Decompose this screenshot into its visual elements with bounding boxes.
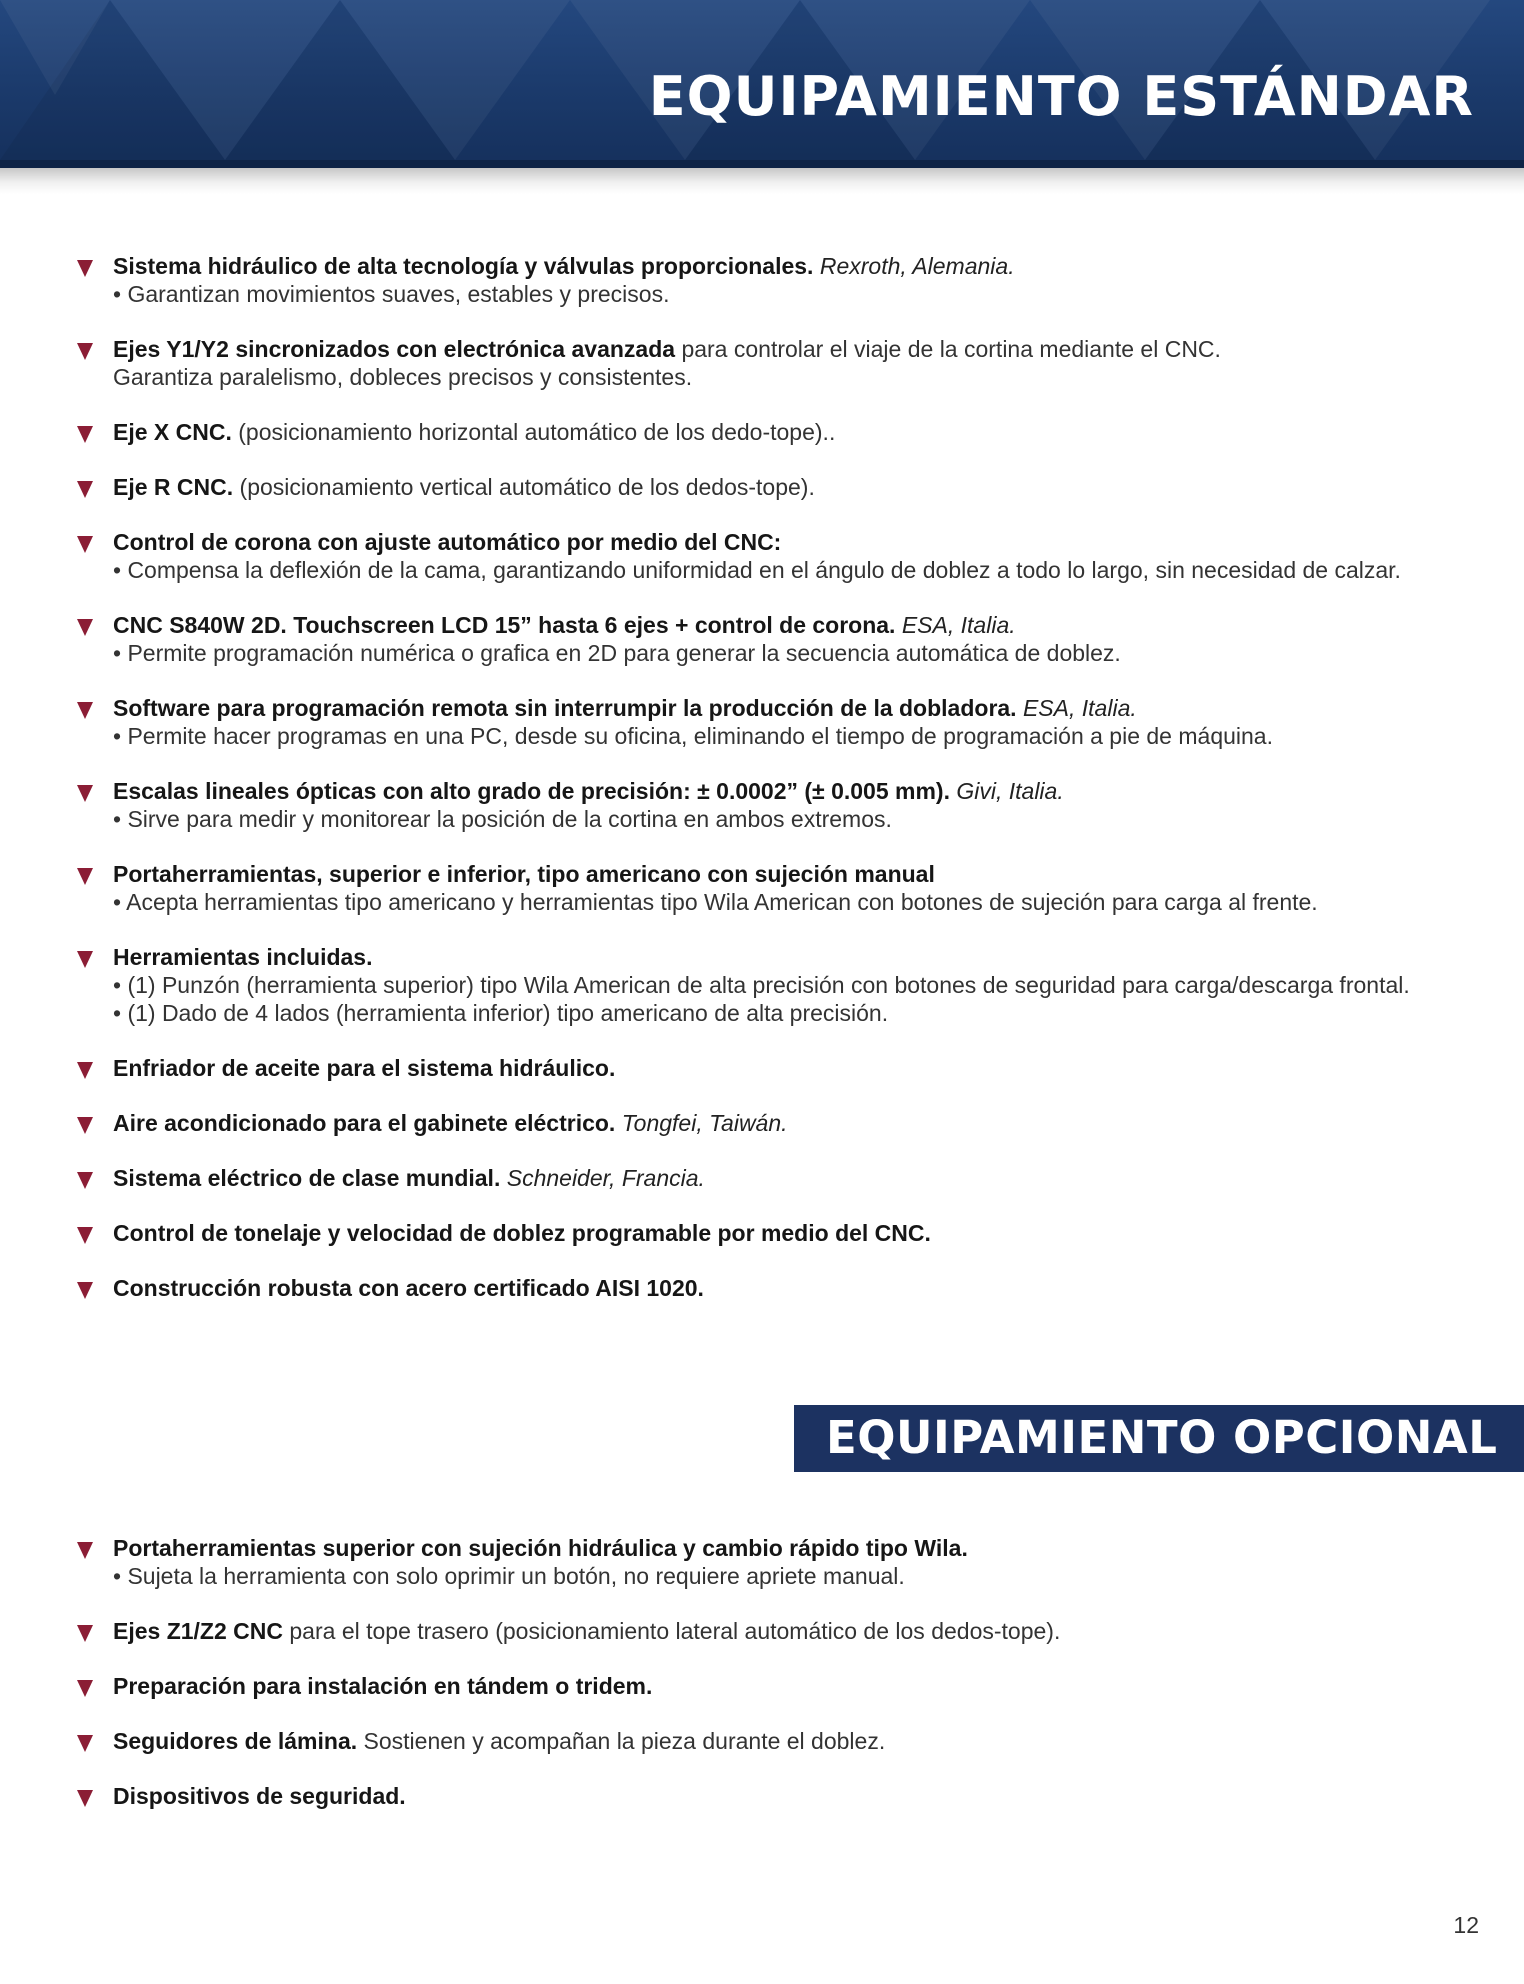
item-normal-text: para controlar el viaje de la cortina mediante el CNC. bbox=[681, 336, 1221, 362]
down-triangle-icon bbox=[77, 785, 93, 802]
item-italic-text: Rexroth, Alemania. bbox=[819, 253, 1015, 279]
item-bold-text: Eje X CNC. bbox=[113, 419, 232, 445]
item-bold-text: Control de tonelaje y velocidad de doblez programable por medio del CNC. bbox=[113, 1220, 931, 1246]
item-headline bbox=[113, 1109, 1474, 1137]
list-item bbox=[74, 1617, 1474, 1645]
list-item bbox=[74, 1109, 1474, 1137]
item-bold-text: Dispositivos de seguridad. bbox=[113, 1783, 406, 1809]
item-headline bbox=[113, 1054, 1474, 1082]
item-bold-text: Software para programación remota sin interrumpir la producción de la dobladora. bbox=[113, 695, 1017, 721]
down-triangle-icon bbox=[77, 536, 93, 553]
item-detail-text: • (1) Dado de 4 lados (herramienta inferior) tipo americano de alta precisión. bbox=[113, 1000, 889, 1026]
list-item bbox=[74, 1274, 1474, 1302]
down-triangle-icon bbox=[77, 426, 93, 443]
item-headline bbox=[113, 528, 1474, 556]
list-item bbox=[74, 418, 1474, 446]
item-bold-text: Enfriador de aceite para el sistema hidráulico. bbox=[113, 1055, 616, 1081]
item-italic-text: Tongfei, Taiwán. bbox=[621, 1110, 788, 1136]
list-item bbox=[74, 473, 1474, 501]
item-bold-text: CNC S840W 2D. Touchscreen LCD 15” hasta 6 ejes + control de corona. bbox=[113, 612, 896, 638]
item-bold-text: Control de corona con ajuste automático por medio del CNC: bbox=[113, 529, 782, 555]
down-triangle-icon bbox=[77, 1680, 93, 1697]
item-detail-text: • Permite hacer programas en una PC, desde su oficina, eliminando el tiempo de programación a pie de máquina. bbox=[113, 723, 1273, 749]
item-bold-text: Preparación para instalación en tándem o tridem. bbox=[113, 1673, 653, 1699]
item-bold-text: Seguidores de lámina. bbox=[113, 1728, 358, 1754]
item-bold-text: Aire acondicionado para el gabinete eléctrico. bbox=[113, 1110, 616, 1136]
down-triangle-icon bbox=[77, 1735, 93, 1752]
list-item bbox=[74, 694, 1474, 750]
item-bold-text: Eje R CNC. bbox=[113, 474, 234, 500]
item-normal-text: (posicionamiento vertical automático de los dedos-tope). bbox=[239, 474, 815, 500]
list-item bbox=[74, 1534, 1474, 1590]
list-item bbox=[74, 528, 1474, 584]
item-headline bbox=[113, 335, 1474, 363]
item-detail-text: • (1) Punzón (herramienta superior) tipo Wila American de alta precisión con botones de seguridad para carga/descarga frontal. bbox=[113, 972, 1410, 998]
item-headline bbox=[113, 611, 1474, 639]
down-triangle-icon bbox=[77, 951, 93, 968]
down-triangle-icon bbox=[77, 702, 93, 719]
list-item bbox=[74, 252, 1474, 308]
optional-section-title: EQUIPAMIENTO OPCIONAL bbox=[826, 1411, 1498, 1464]
item-detail-text: • Sujeta la herramienta con solo oprimir un botón, no requiere apriete manual. bbox=[113, 1563, 905, 1589]
down-triangle-icon bbox=[77, 1625, 93, 1642]
down-triangle-icon bbox=[77, 1282, 93, 1299]
item-bold-text: Portaherramientas superior con sujeción hidráulica y cambio rápido tipo Wila. bbox=[113, 1535, 968, 1561]
list-item bbox=[74, 860, 1474, 916]
item-bold-text: Ejes Z1/Z2 CNC bbox=[113, 1618, 283, 1644]
item-detail-text: Garantiza paralelismo, dobleces precisos y consistentes. bbox=[113, 364, 693, 390]
item-headline bbox=[113, 860, 1474, 888]
item-detail-text: • Sirve para medir y monitorear la posición de la cortina en ambos extremos. bbox=[113, 806, 892, 832]
header-banner bbox=[0, 0, 1524, 166]
down-triangle-icon bbox=[77, 868, 93, 885]
item-italic-text: Givi, Italia. bbox=[956, 778, 1064, 804]
item-headline bbox=[113, 1274, 1474, 1302]
down-triangle-icon bbox=[77, 1542, 93, 1559]
standard-equipment-list bbox=[74, 252, 1474, 1329]
list-item bbox=[74, 943, 1474, 1027]
down-triangle-icon bbox=[77, 1117, 93, 1134]
item-headline bbox=[113, 1672, 1474, 1700]
item-bold-text: Portaherramientas, superior e inferior, tipo americano con sujeción manual bbox=[113, 861, 935, 887]
page-number: 12 bbox=[1453, 1912, 1479, 1938]
item-bold-text: Ejes Y1/Y2 sincronizados con electrónica avanzada bbox=[113, 336, 676, 362]
list-item bbox=[74, 1219, 1474, 1247]
optional-equipment-list bbox=[74, 1534, 1474, 1837]
item-headline bbox=[113, 1219, 1474, 1247]
item-headline bbox=[113, 1164, 1474, 1192]
item-italic-text: Schneider, Francia. bbox=[506, 1165, 705, 1191]
list-item bbox=[74, 1782, 1474, 1810]
list-item bbox=[74, 611, 1474, 667]
list-item bbox=[74, 1672, 1474, 1700]
page-title: EQUIPAMIENTO ESTÁNDAR bbox=[648, 65, 1474, 128]
list-item bbox=[74, 1164, 1474, 1192]
item-headline bbox=[113, 1617, 1474, 1645]
item-headline bbox=[113, 473, 1474, 501]
item-headline bbox=[113, 694, 1474, 722]
item-headline bbox=[113, 1534, 1474, 1562]
item-bold-text: Herramientas incluidas. bbox=[113, 944, 373, 970]
list-item bbox=[74, 335, 1474, 391]
banner-edge bbox=[0, 160, 1524, 168]
item-normal-text: para el tope trasero (posicionamiento lateral automático de los dedos-tope). bbox=[289, 1618, 1061, 1644]
item-detail-text: • Garantizan movimientos suaves, estables y precisos. bbox=[113, 281, 670, 307]
down-triangle-icon bbox=[77, 1172, 93, 1189]
down-triangle-icon bbox=[77, 260, 93, 277]
item-bold-text: Sistema hidráulico de alta tecnología y válvulas proporcionales. bbox=[113, 253, 814, 279]
item-bold-text: Sistema eléctrico de clase mundial. bbox=[113, 1165, 501, 1191]
item-detail-text: • Compensa la deflexión de la cama, garantizando uniformidad en el ángulo de doblez a todo lo largo, sin necesidad de calzar. bbox=[113, 557, 1401, 583]
down-triangle-icon bbox=[77, 343, 93, 360]
down-triangle-icon bbox=[77, 619, 93, 636]
item-headline bbox=[113, 1727, 1474, 1755]
down-triangle-icon bbox=[77, 1227, 93, 1244]
item-normal-text: (posicionamiento horizontal automático de los dedo-tope).. bbox=[238, 419, 836, 445]
item-normal-text: Sostienen y acompañan la pieza durante el doblez. bbox=[363, 1728, 886, 1754]
item-headline bbox=[113, 1782, 1474, 1810]
item-bold-text: Escalas lineales ópticas con alto grado de precisión: ± 0.0002” (± 0.005 mm). bbox=[113, 778, 950, 804]
down-triangle-icon bbox=[77, 1790, 93, 1807]
item-detail-text: • Acepta herramientas tipo americano y herramientas tipo Wila American con botones de sujeción para carga al frente. bbox=[113, 889, 1318, 915]
item-headline bbox=[113, 418, 1474, 446]
item-headline bbox=[113, 943, 1474, 971]
item-bold-text: Construcción robusta con acero certificado AISI 1020. bbox=[113, 1275, 704, 1301]
list-item bbox=[74, 1727, 1474, 1755]
down-triangle-icon bbox=[77, 1062, 93, 1079]
down-triangle-icon bbox=[77, 481, 93, 498]
list-item bbox=[74, 777, 1474, 833]
banner-shadow bbox=[0, 168, 1524, 194]
item-headline bbox=[113, 777, 1474, 805]
item-detail-text: • Permite programación numérica o grafica en 2D para generar la secuencia automática de doblez. bbox=[113, 640, 1121, 666]
item-italic-text: ESA, Italia. bbox=[1022, 695, 1137, 721]
item-headline bbox=[113, 252, 1474, 280]
list-item bbox=[74, 1054, 1474, 1082]
item-italic-text: ESA, Italia. bbox=[901, 612, 1016, 638]
optional-section-band bbox=[794, 1405, 1524, 1472]
